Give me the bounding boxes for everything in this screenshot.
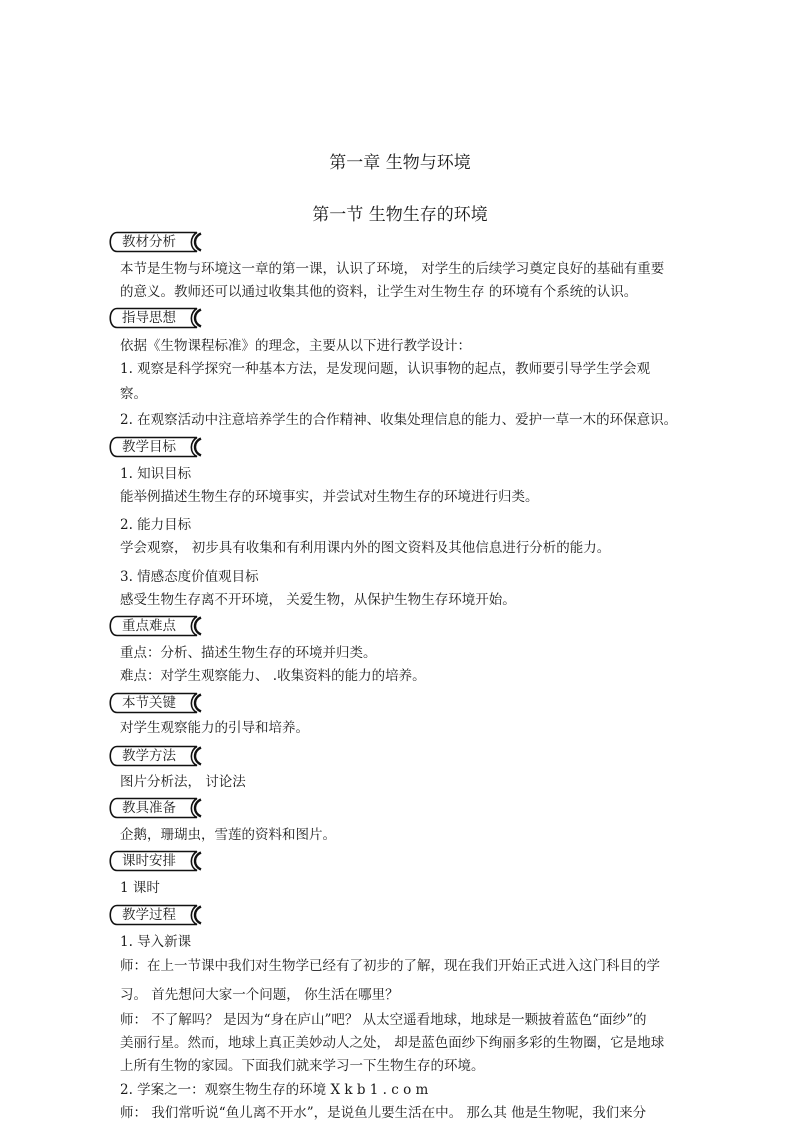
- step-title: 1. 导入新课: [120, 934, 192, 950]
- goal-text: 感受生物生存离不开环境， 关爱生物，从保护生物生存环境开始。: [120, 592, 516, 608]
- tag-label: 课时安排: [122, 853, 176, 869]
- goal-title: 2. 能力目标: [120, 517, 192, 533]
- tag-label: 指导思想: [122, 310, 176, 326]
- goal-text: 学会观察， 初步具有收集和有利用课内外的图文资料及其他信息进行分析的能力。: [120, 540, 611, 556]
- paragraph-line: 图片分析法， 讨论法: [120, 774, 246, 790]
- difficult-point: 难点：对学生观察能力、 .收集资料的能力的培养。: [120, 668, 426, 684]
- paragraph-line: 上所有生物的家园。下面我们就来学习一下生物生存的环境。: [120, 1058, 485, 1074]
- step-title: 2. 学案之一：观察生物生存的环境 X k b 1 . c o m: [120, 1082, 429, 1098]
- paragraph-line: 师：在上一节课中我们对生物学已经有了初步的了解，现在我们开始正式进入这门科目的学: [120, 958, 660, 974]
- tag-label: 教学方法: [122, 748, 176, 764]
- paragraph-line: 美丽行星。然而，地球上真正美妙动人之处， 却是蓝色面纱下绚丽多彩的生物圈，它是地球: [120, 1035, 665, 1051]
- goal-text: 能举例描述生物生存的环境事实，并尝试对生物生存的环境进行归类。: [120, 489, 539, 505]
- paragraph-line: 的意义。教师还可以通过收集其他的资料，让学生对生物生存 的环境有个系统的认识。: [120, 284, 638, 300]
- paragraph-line: 师： 我们常听说“鱼儿离不开水”，是说鱼儿要生活在中。 那么其 他是生物呢，我们来分: [120, 1105, 647, 1121]
- goal-title: 1. 知识目标: [120, 466, 192, 482]
- tag-label: 重点难点: [122, 618, 176, 634]
- paragraph-line: 师： 不了解吗？ 是因为“身在庐山”吧？ 从太空遥看地球，地球是一颗披着蓝色“面纱”的: [120, 1012, 647, 1028]
- chapter-title: 第一章 生物与环境: [329, 153, 471, 173]
- tag-label: 教学过程: [122, 907, 176, 923]
- paragraph-line: 本节是生物与环境这一章的第一课，认识了环境， 对学生的后续学习奠定良好的基础有重要: [120, 261, 665, 277]
- list-item: 2. 在观察活动中注意培养学生的合作精神、收集处理信息的能力、爱护一草一木的环保意识。: [120, 412, 678, 428]
- paragraph-line: 1 课时: [120, 880, 160, 896]
- tag-label: 教学目标: [122, 439, 176, 455]
- goal-title: 3. 情感态度价值观目标: [120, 569, 259, 585]
- key-point: 重点：分析、描述生物生存的环境并归类。: [120, 645, 377, 661]
- tag-label: 教具准备: [122, 800, 176, 816]
- list-item-continuation: 察。: [120, 386, 147, 402]
- paragraph-line: 企鹅，珊瑚虫，雪莲的资料和图片。: [120, 827, 336, 843]
- paragraph-line: 依据《生物课程标准》的理念，主要从以下进行教学设计：: [120, 338, 471, 354]
- list-item: 1. 观察是科学探究一种基本方法，是发现问题，认识事物的起点，教师要引导学生学会观: [120, 361, 651, 377]
- tag-label: 本节关键: [122, 695, 176, 711]
- paragraph-line: 对学生观察能力的引导和培养。: [120, 720, 309, 736]
- tag-label: 教材分析: [122, 234, 176, 250]
- paragraph-line: 习。 首先想问大家一个问题， 你生活在哪里？: [120, 987, 399, 1003]
- section-title: 第一节 生物生存的环境: [312, 205, 488, 225]
